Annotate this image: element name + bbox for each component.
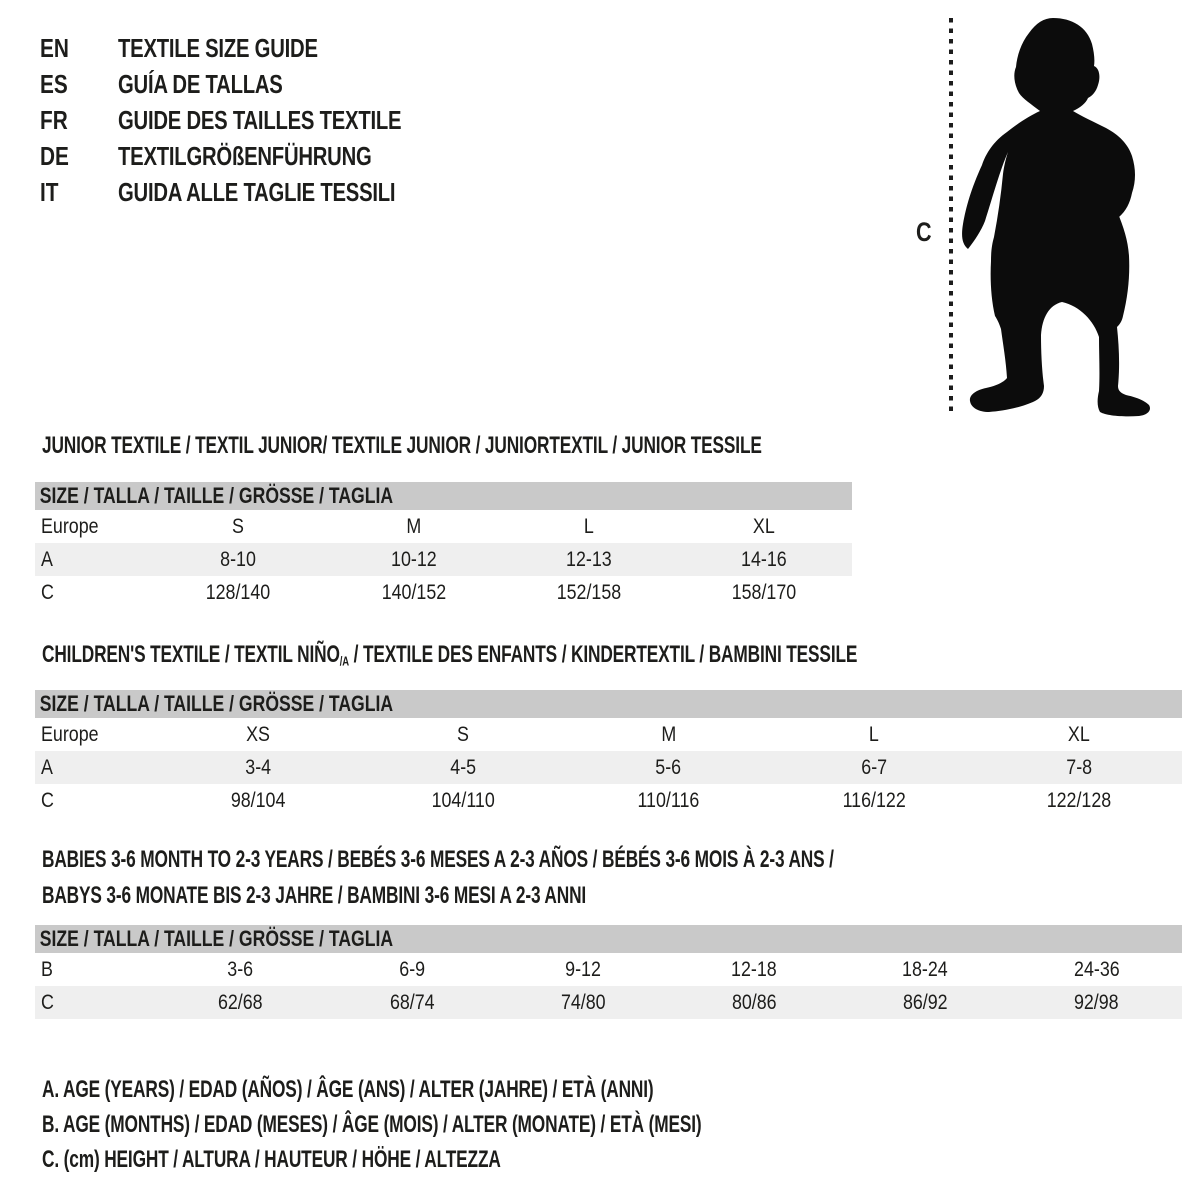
children-section-title xyxy=(42,641,857,669)
babies-section-title-line1: BABIES 3-6 MONTH TO 2-3 YEARS / BEBÉS 3-6 MESES A 2-3 AÑOS / BÉBÉS 3-6 MOIS À 2-3 ANS / xyxy=(42,846,834,873)
cell: XS xyxy=(245,722,270,746)
table-row xyxy=(35,751,1182,784)
cell: 3-6 xyxy=(227,957,254,981)
legend-text: A. AGE (YEARS) / EDAD (AÑOS) / ÂGE (ANS) / ALTER (JAHRE) / ETÀ (ANNI) xyxy=(42,1075,654,1103)
legend-text: C. (cm) HEIGHT / ALTURA / HAUTEUR / HÖHE / ALTEZZA xyxy=(42,1145,501,1173)
cell: 12-13 xyxy=(566,547,612,571)
cell: 62/68 xyxy=(218,990,264,1014)
cell: 80/86 xyxy=(731,990,777,1014)
cell: 68/74 xyxy=(389,990,435,1014)
lang-row-es xyxy=(40,66,481,102)
size-header-band xyxy=(35,690,1182,718)
cell: S xyxy=(457,722,470,746)
cell: 5-6 xyxy=(655,755,682,779)
cell: 98/104 xyxy=(230,788,286,812)
cell: 116/122 xyxy=(842,788,906,812)
children-title-subscript: /A xyxy=(339,653,349,669)
cell: 3-4 xyxy=(244,755,271,779)
legend-line-b xyxy=(42,1107,958,1142)
cell: 14-16 xyxy=(741,547,788,571)
row-label: Europe xyxy=(41,722,99,746)
row-label: C xyxy=(41,990,54,1014)
cell: 122/128 xyxy=(1047,788,1112,812)
cell: 110/116 xyxy=(637,788,700,812)
lang-code: FR xyxy=(40,104,68,135)
cell: S xyxy=(232,514,245,538)
row-label: A xyxy=(41,755,53,779)
row-label: B xyxy=(41,957,53,981)
cell: 24-36 xyxy=(1073,957,1120,981)
lang-row-en xyxy=(40,30,481,66)
table-row xyxy=(35,986,1182,1019)
children-title-part2: / TEXTILE DES ENFANTS / KINDERTEXTIL / BAMBINI TESSILE xyxy=(348,641,858,668)
size-header-label: SIZE / TALLA / TAILLE / GRÖSSE / TAGLIA xyxy=(39,483,394,508)
lang-title: TEXTILE SIZE GUIDE xyxy=(118,32,318,63)
cell: 10-12 xyxy=(390,547,437,571)
cell: 9-12 xyxy=(565,957,601,981)
lang-title: GUIDE DES TAILLES TEXTILE xyxy=(118,104,402,135)
cell: L xyxy=(583,514,594,538)
cell: 74/80 xyxy=(560,990,606,1014)
lang-row-de xyxy=(40,138,481,174)
legend-text: B. AGE (MONTHS) / EDAD (MESES) / ÂGE (MOIS) / ALTER (MONATE) / ETÀ (MESI) xyxy=(42,1110,702,1138)
table-row xyxy=(35,543,852,576)
lang-row-it xyxy=(40,174,481,210)
lang-code: DE xyxy=(40,140,69,171)
row-label: C xyxy=(41,788,54,812)
toddler-silhouette-image xyxy=(940,10,1190,425)
size-header-label: SIZE / TALLA / TAILLE / GRÖSSE / TAGLIA xyxy=(39,691,394,716)
size-header-band xyxy=(35,482,852,510)
table-row xyxy=(35,510,852,543)
lang-code: EN xyxy=(40,32,69,63)
cell: 152/158 xyxy=(556,580,622,604)
legend xyxy=(42,1072,958,1177)
size-header-label: SIZE / TALLA / TAILLE / GRÖSSE / TAGLIA xyxy=(39,926,394,951)
cell: 6-7 xyxy=(860,755,887,779)
legend-line-c xyxy=(42,1142,958,1177)
babies-size-table xyxy=(35,925,1182,1019)
cell: L xyxy=(868,722,879,746)
size-header-band xyxy=(35,925,1182,953)
lang-code: ES xyxy=(40,68,68,99)
cell: 104/110 xyxy=(431,788,495,812)
lang-row-fr xyxy=(40,102,481,138)
cell: 8-10 xyxy=(220,547,257,571)
cell: 140/152 xyxy=(381,580,446,604)
table-row xyxy=(35,718,1182,751)
cell: M xyxy=(406,514,421,538)
cell: 128/140 xyxy=(205,580,271,604)
lang-title: TEXTILGRÖßENFÜHRUNG xyxy=(118,140,372,171)
height-measure-label: C xyxy=(916,217,932,247)
cell: 6-9 xyxy=(398,957,425,981)
children-title-part1: CHILDREN'S TEXTILE / TEXTIL NIÑO xyxy=(42,641,340,668)
row-label: Europe xyxy=(41,514,99,538)
lang-code: IT xyxy=(40,176,59,207)
row-label: C xyxy=(41,580,54,604)
junior-section-title: JUNIOR TEXTILE / TEXTIL JUNIOR/ TEXTILE JUNIOR / JUNIORTEXTIL / JUNIOR TESSILE xyxy=(42,432,762,459)
row-label: A xyxy=(41,547,53,571)
cell: 158/170 xyxy=(732,580,797,604)
cell: XL xyxy=(1068,722,1091,746)
cell: 92/98 xyxy=(1074,990,1119,1014)
cell: 4-5 xyxy=(450,755,477,779)
cell: 86/92 xyxy=(902,990,948,1014)
cell: M xyxy=(661,722,676,746)
cell: 7-8 xyxy=(1066,755,1093,779)
table-row xyxy=(35,784,1182,817)
legend-line-a xyxy=(42,1072,958,1107)
children-size-table xyxy=(35,690,1182,817)
cell: XL xyxy=(753,514,776,538)
cell: 18-24 xyxy=(902,957,949,981)
cell: 12-18 xyxy=(731,957,777,981)
babies-section-title-line2: BABYS 3-6 MONATE BIS 2-3 JAHRE / BAMBINI 3-6 MESI A 2-3 ANNI xyxy=(42,882,587,909)
language-title-list xyxy=(40,30,481,210)
table-row xyxy=(35,576,852,609)
junior-size-table xyxy=(35,482,852,609)
table-row xyxy=(35,953,1182,986)
lang-title: GUIDA ALLE TAGLIE TESSILI xyxy=(118,176,396,207)
lang-title: GUÍA DE TALLAS xyxy=(118,68,283,99)
